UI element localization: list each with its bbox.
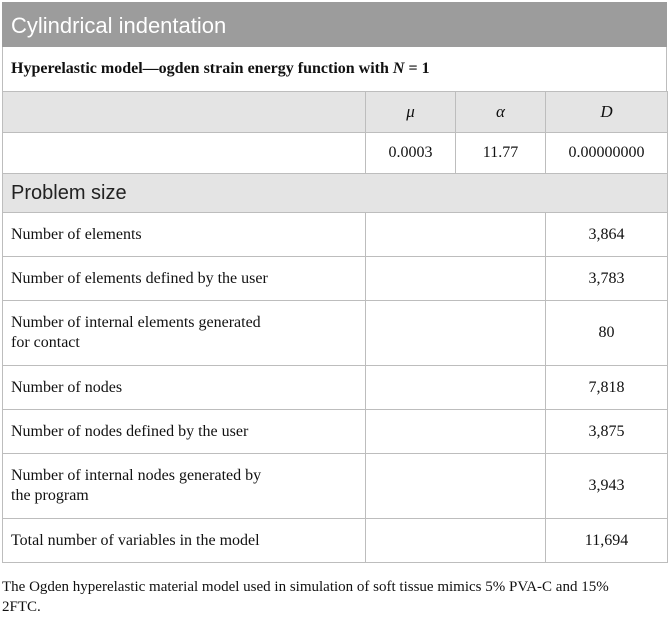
row-label: Total number of variables in the model (3, 519, 366, 563)
value-alpha: 11.77 (456, 133, 546, 174)
table-row (3, 257, 668, 301)
row-label (3, 454, 366, 519)
table-row (3, 301, 668, 366)
row-label-line2: for contact (11, 334, 80, 351)
row-empty-cell (366, 257, 546, 301)
row-empty-cell (366, 301, 546, 366)
model-n-symbol: N (392, 60, 405, 77)
value-d: 0.00000000 (546, 133, 668, 174)
value-mu: 0.0003 (366, 133, 456, 174)
table-title: Cylindrical indentation (2, 2, 667, 47)
row-label: Number of elements defined by the user (3, 257, 366, 301)
row-value: 3,783 (546, 257, 668, 301)
row-label-line1: Number of internal nodes generated by (11, 467, 262, 484)
table-row (3, 519, 668, 563)
row-label: Number of nodes defined by the user (3, 410, 366, 454)
problem-size-heading-row (3, 174, 668, 213)
model-suffix: = 1 (404, 60, 430, 77)
row-value: 80 (546, 301, 668, 366)
table-row (3, 213, 668, 257)
model-description (2, 47, 667, 91)
row-value: 3,864 (546, 213, 668, 257)
table-container (2, 2, 667, 563)
values-empty-cell (3, 133, 366, 174)
table-row (3, 410, 668, 454)
model-prefix: Hyperelastic model—ogden strain energy function with (11, 60, 393, 77)
row-value: 11,694 (546, 519, 668, 563)
row-empty-cell (366, 366, 546, 410)
row-label-line2: the program (11, 487, 89, 504)
problem-size-heading: Problem size (3, 174, 668, 213)
header-d: D (546, 92, 668, 133)
row-value: 3,875 (546, 410, 668, 454)
row-empty-cell (366, 519, 546, 563)
parameter-values-row (3, 133, 668, 174)
row-label: Number of elements (3, 213, 366, 257)
parameter-header-row (3, 92, 668, 133)
row-value: 3,943 (546, 454, 668, 519)
row-empty-cell (366, 410, 546, 454)
row-label: Number of nodes (3, 366, 366, 410)
header-alpha: α (456, 92, 546, 133)
header-empty-cell (3, 92, 366, 133)
table-row (3, 454, 668, 519)
row-label (3, 301, 366, 366)
row-value: 7,818 (546, 366, 668, 410)
table-row (3, 366, 668, 410)
row-label-line1: Number of internal elements generated (11, 314, 261, 331)
header-mu: μ (366, 92, 456, 133)
table-caption: The Ogden hyperelastic material model used in simulation of soft tissue mimics 5% PVA-C and 15% 2FTC. (2, 579, 609, 615)
parameters-table (2, 91, 668, 563)
row-empty-cell (366, 454, 546, 519)
row-empty-cell (366, 213, 546, 257)
